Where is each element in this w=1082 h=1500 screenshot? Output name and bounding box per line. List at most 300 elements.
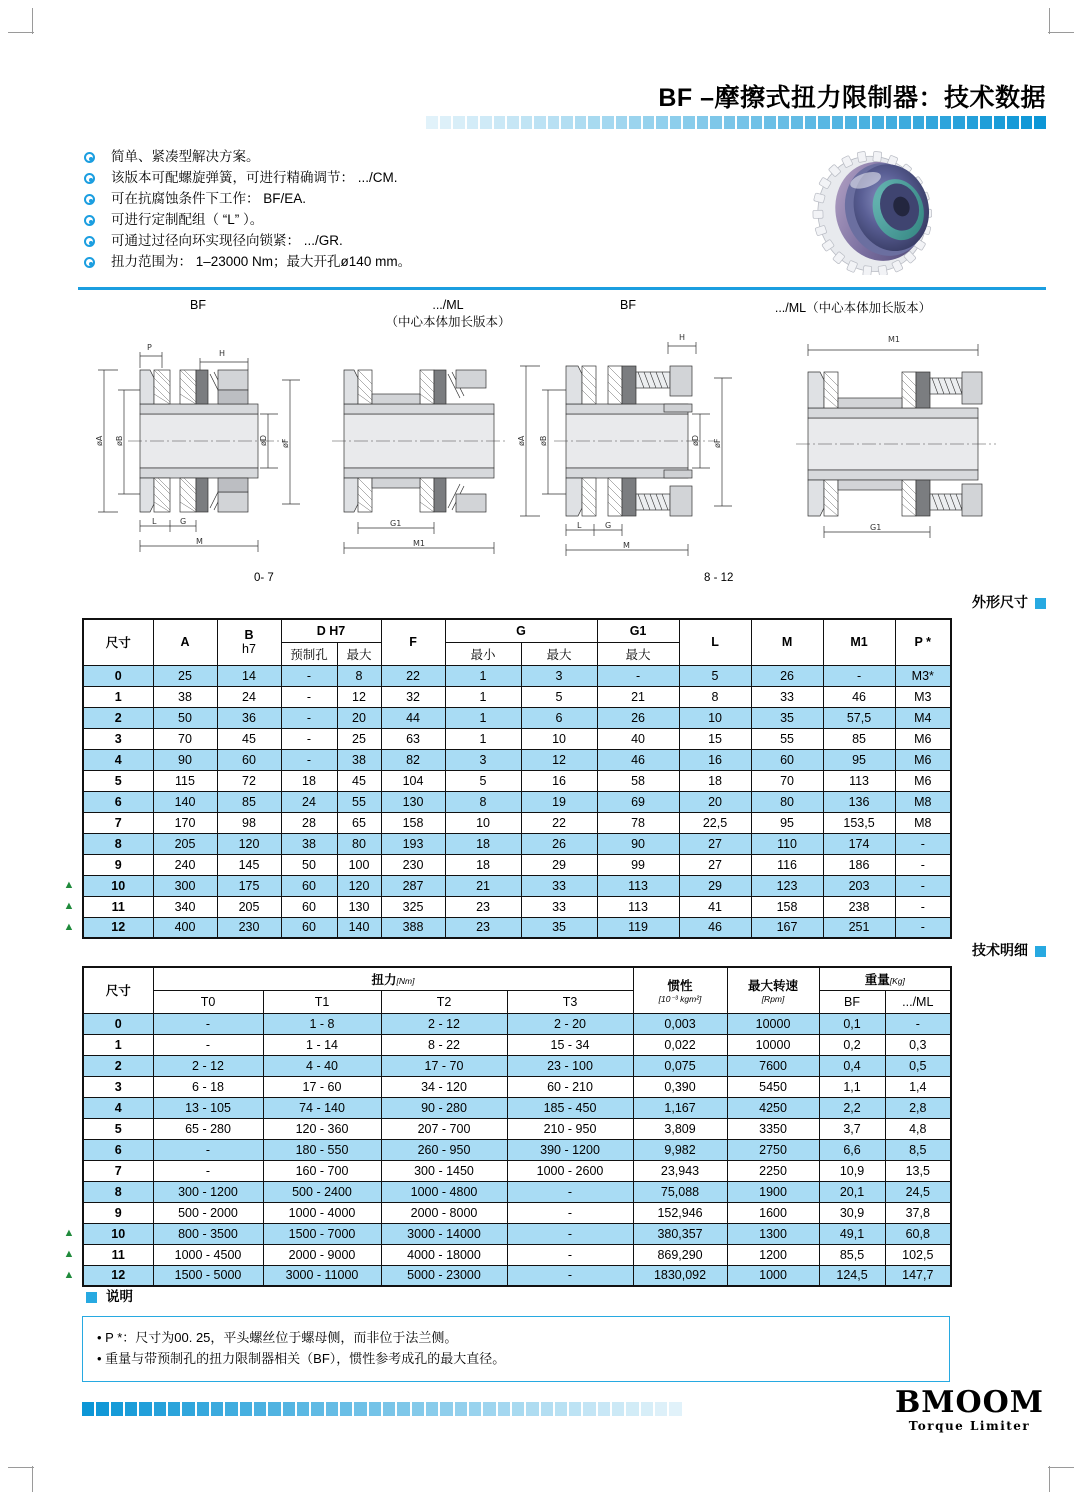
decorative-square [751,116,763,129]
table-cell: 95 [751,812,823,833]
table-cell: - [895,917,951,938]
th-weight-ml: .../ML [885,990,951,1013]
decorative-square [641,1402,653,1416]
table-cell: 1200 [727,1244,819,1265]
decorative-square [913,116,925,129]
table-cell: 30,9 [819,1202,885,1223]
table-cell: 10000 [727,1013,819,1034]
th-torque-unit: [Nm] [396,975,415,986]
table-cell: 119 [597,917,679,938]
table-cell: 113 [823,770,895,791]
section-label-dimensions [972,592,1046,612]
decorative-square [82,1402,94,1416]
decorative-square [197,1402,209,1416]
table-row [83,1118,951,1139]
table-cell: 500 - 2400 [263,1181,381,1202]
table-cell: 25 [337,728,381,749]
table-cell: 23,943 [633,1160,727,1181]
table-cell: - [281,686,337,707]
crop-mark [32,1466,33,1492]
decorative-square [616,116,628,129]
table-cell: 22 [381,665,445,686]
section-marker-square [1035,946,1046,957]
table-cell: 23 [445,917,521,938]
table-cell: 72 [217,770,281,791]
table-cell: - [823,665,895,686]
decorative-square [383,1402,395,1416]
table-cell: 1830,092 [633,1265,727,1286]
table-cell: - [885,1013,951,1034]
table-cell: 33 [751,686,823,707]
table-cell: 4000 - 18000 [381,1244,507,1265]
decorative-square [724,116,736,129]
svg-text:G1: G1 [870,523,882,532]
table-cell: 380,357 [633,1223,727,1244]
svg-text:M: M [196,537,203,546]
table-cell: 27 [679,854,751,875]
th-d-pre: 预制孔 [281,642,337,665]
table-cell: 340 [153,896,217,917]
svg-text:G1: G1 [390,519,402,528]
decorative-square [455,1402,467,1416]
decorative-square [872,116,884,129]
decorative-square [412,1402,424,1416]
table-cell: 300 - 1200 [153,1181,263,1202]
table-cell: 4,8 [885,1118,951,1139]
table-cell: 8 - 22 [381,1034,507,1055]
crop-mark [8,1467,34,1468]
table-cell: 10 [679,707,751,728]
table-cell: 0,5 [885,1055,951,1076]
table-cell: 0,1 [819,1013,885,1034]
table-row [83,1055,951,1076]
table-cell: 38 [281,833,337,854]
th-m1: M1 [823,619,895,665]
table-cell: 240 [153,854,217,875]
th-weight [819,967,951,990]
table-cell: 60 - 210 [507,1076,633,1097]
feature-bullet [84,253,411,274]
row-size-cell: 2 [83,707,153,728]
table-cell: 230 [217,917,281,938]
feature-bullet-text: 扭力范围为： 1–23000 Nm；最大开孔ø140 mm。 [111,254,412,269]
table-cell: 1900 [727,1181,819,1202]
table-cell: 2000 - 9000 [263,1244,381,1265]
table-cell: 1000 - 4500 [153,1244,263,1265]
table-cell: 70 [153,728,217,749]
table-cell: 16 [679,749,751,770]
table-row [83,665,951,686]
table-cell: 45 [337,770,381,791]
table-cell: 120 [217,833,281,854]
row-size-cell: 3 [83,1076,153,1097]
crop-mark [1048,32,1074,33]
table-cell: 1 [445,728,521,749]
table-cell: 50 [153,707,217,728]
table-cell: 40 [597,728,679,749]
crop-mark [1049,8,1050,34]
decorative-square [521,116,533,129]
table-cell: 2 - 20 [507,1013,633,1034]
table-cell: 95 [823,749,895,770]
note-item: • 重量与带预制孔的扭力限制器相关（BF），惯性参考成孔的最大直径。 [97,1351,506,1366]
table-cell: 6 [521,707,597,728]
decorative-square [534,116,546,129]
table-cell: 8 [337,665,381,686]
table-cell: 0,390 [633,1076,727,1097]
table-row [83,896,951,917]
decorative-square [283,1402,295,1416]
technical-table [82,966,952,1287]
table-cell: 152,946 [633,1202,727,1223]
table-cell: M8 [895,791,951,812]
feature-bullet-text: 可通过过径向环实现径向锁紧： .../GR. [111,233,343,248]
table-cell: 80 [337,833,381,854]
table-cell: 24 [217,686,281,707]
table-cell: M8 [895,812,951,833]
table-cell: 2 - 12 [153,1055,263,1076]
table-cell: 8 [679,686,751,707]
table-cell: 90 - 280 [381,1097,507,1118]
table-cell: 115 [153,770,217,791]
th-torque [153,967,633,990]
th-speed [727,967,819,1013]
section-label-technical-text: 技术明细 [972,942,1028,958]
table-cell: 82 [381,749,445,770]
decorative-square [182,1402,194,1416]
table-cell: 33 [521,875,597,896]
feature-bullet [84,190,411,211]
svg-text:M1: M1 [888,335,900,344]
table-cell: 21 [597,686,679,707]
row-size-cell: 4 [83,749,153,770]
row-highlight-marker-icon: ▲ [63,1226,75,1239]
row-size-cell: 10 [83,1223,153,1244]
table-cell: 27 [679,833,751,854]
decorative-square [899,116,911,129]
table-cell: 24 [281,791,337,812]
decorative-square [1034,116,1046,129]
table-cell: 3 [521,665,597,686]
table-cell: 300 [153,875,217,896]
table-row [83,812,951,833]
decorative-square [569,1402,581,1416]
table-cell: 287 [381,875,445,896]
table-cell: 1600 [727,1202,819,1223]
svg-text:M: M [623,541,630,550]
table-cell: 20 [337,707,381,728]
table-cell: 5 [445,770,521,791]
table-cell: 2,2 [819,1097,885,1118]
decorative-square [467,116,479,129]
table-cell: 3350 [727,1118,819,1139]
table-cell: 0,4 [819,1055,885,1076]
table-cell: 57,5 [823,707,895,728]
drawing-label-ml-left-line1: .../ML [432,298,464,312]
table-cell: 6 - 18 [153,1076,263,1097]
notes-heading [86,1285,133,1305]
decorative-square [886,116,898,129]
table-cell: 41 [679,896,751,917]
table-cell: M6 [895,728,951,749]
table-cell: 46 [679,917,751,938]
table-cell: 36 [217,707,281,728]
table-cell: 8,5 [885,1139,951,1160]
svg-text:H: H [679,333,686,342]
table-cell: 325 [381,896,445,917]
table-row [83,1139,951,1160]
feature-bullet [84,169,411,190]
decorative-square [656,116,668,129]
table-cell: 29 [521,854,597,875]
decorative-square [818,116,830,129]
decorative-square [507,116,519,129]
decorative-square [268,1402,280,1416]
dimensions-table [82,618,952,939]
table-cell: 1,1 [819,1076,885,1097]
decorative-square [626,1402,638,1416]
table-cell: 35 [751,707,823,728]
decorative-square [369,1402,381,1416]
table-cell: - [597,665,679,686]
table-cell: 1,4 [885,1076,951,1097]
decorative-square [832,116,844,129]
feature-bullet-text: 可进行定制配组（ “L” ）。 [111,212,264,227]
table-row [83,707,951,728]
table-cell: 120 [337,875,381,896]
table-cell: 120 - 360 [263,1118,381,1139]
table-cell: 500 - 2000 [153,1202,263,1223]
table-cell: 186 [823,854,895,875]
table-cell: 0,2 [819,1034,885,1055]
decorative-square [426,1402,438,1416]
table-cell: 10 [445,812,521,833]
table-cell: 207 - 700 [381,1118,507,1139]
svg-text:L: L [152,517,157,526]
table-cell: 60 [751,749,823,770]
drawing-label-ml-right: .../ML（中心本体加长版本） [774,301,932,315]
decorative-square [697,116,709,129]
svg-text:øD: øD [259,434,268,446]
table-row [83,749,951,770]
decorative-square [575,116,587,129]
table-cell: 6,6 [819,1139,885,1160]
th-d-max: 最大 [337,642,381,665]
table-cell: 116 [751,854,823,875]
svg-text:G: G [180,517,187,526]
table-cell: 70 [751,770,823,791]
table-cell: 388 [381,917,445,938]
table-cell: 13,5 [885,1160,951,1181]
table-cell: 20 [679,791,751,812]
drawing-label-bf-left: BF [190,298,206,312]
feature-bullet-text: 该版本可配螺旋弹簧，可进行精确调节： .../CM. [111,170,398,185]
table-row [83,1223,951,1244]
decorative-square [440,116,452,129]
th-l: L [679,619,751,665]
decorative-square [168,1402,180,1416]
table-cell: 15 [679,728,751,749]
decorative-square [859,116,871,129]
table-row [83,1034,951,1055]
table-cell: 60,8 [885,1223,951,1244]
table-cell: 3,809 [633,1118,727,1139]
bullet-dot-icon [84,257,95,268]
decorative-square [340,1402,352,1416]
table-row [83,1265,951,1286]
decorative-square [512,1402,524,1416]
table-row [83,791,951,812]
decorative-square [669,1402,681,1416]
table-cell: 140 [153,791,217,812]
decorative-square [125,1402,137,1416]
table-row [83,1160,951,1181]
table-cell: 400 [153,917,217,938]
table-cell: 113 [597,896,679,917]
table-cell: - [507,1181,633,1202]
svg-text:øF: øF [281,438,290,448]
table-cell: 65 [337,812,381,833]
table-cell: - [281,728,337,749]
th-g: G [445,619,597,642]
table-row [83,1202,951,1223]
bullet-dot-icon [84,152,95,163]
decorative-square [240,1402,252,1416]
decorative-square [602,116,614,129]
table-cell: 1 [445,665,521,686]
table-cell: 9,982 [633,1139,727,1160]
table-cell: 175 [217,875,281,896]
table-cell: 35 [521,917,597,938]
row-size-cell: 9 [83,1202,153,1223]
table-cell: 21 [445,875,521,896]
table-cell: 10000 [727,1034,819,1055]
row-size-cell: 7 [83,1160,153,1181]
th-m: M [751,619,823,665]
table-cell: 69 [597,791,679,812]
table-cell: 210 - 950 [507,1118,633,1139]
decorative-square [994,116,1006,129]
table-cell: 15 - 34 [507,1034,633,1055]
row-size-cell: 0 [83,665,153,686]
decorative-square [643,116,655,129]
table-cell: 63 [381,728,445,749]
th-p: P * [895,619,951,665]
table-cell: - [507,1202,633,1223]
table-cell: 60 [281,896,337,917]
table-cell: 75,088 [633,1181,727,1202]
table-cell: 2750 [727,1139,819,1160]
table-row [83,1076,951,1097]
table-cell: 12 [521,749,597,770]
row-size-cell: 12 [83,917,153,938]
table-cell: 1 [445,707,521,728]
decorative-square [598,1402,610,1416]
row-size-cell: 2 [83,1055,153,1076]
th-torque-text: 扭力 [371,972,397,987]
table-cell: 102,5 [885,1244,951,1265]
table-cell: 0,075 [633,1055,727,1076]
decorative-square [326,1402,338,1416]
table-cell: 3,7 [819,1118,885,1139]
table-cell: 60 [281,917,337,938]
drawing-bf-large [508,318,758,568]
svg-text:L: L [577,521,582,530]
table-row [83,770,951,791]
row-size-cell: 11 [83,1244,153,1265]
table-cell: 37,8 [885,1202,951,1223]
table-cell: 0,003 [633,1013,727,1034]
table-cell: 185 - 450 [507,1097,633,1118]
decorative-square [940,116,952,129]
crop-mark [32,8,33,34]
th-weight-unit: [Kg] [889,975,905,986]
crop-mark [1049,1466,1050,1492]
decorative-square [612,1402,624,1416]
decorative-square [737,116,749,129]
table-cell: 5 [521,686,597,707]
decorative-square [541,1402,553,1416]
table-cell: 2 - 12 [381,1013,507,1034]
table-cell: 205 [217,896,281,917]
th-inertia-text: 惯性 [667,978,693,993]
drawing-caption-left: 0- 7 [254,572,274,584]
th-a: A [153,619,217,665]
table-cell: - [507,1244,633,1265]
svg-text:H: H [219,349,226,358]
decorative-square [225,1402,237,1416]
crop-mark [8,32,34,33]
row-highlight-marker-icon: ▲ [63,920,75,933]
decorative-square [778,116,790,129]
decorative-square [397,1402,409,1416]
decorative-square [555,1402,567,1416]
table-row [83,854,951,875]
table-cell: 1000 - 2600 [507,1160,633,1181]
table-cell: 85,5 [819,1244,885,1265]
th-g-min: 最小 [445,642,521,665]
row-size-cell: 0 [83,1013,153,1034]
decorative-square [111,1402,123,1416]
bullet-dot-icon [84,194,95,205]
decorative-square [483,1402,495,1416]
row-size-cell: 9 [83,854,153,875]
decorative-square [548,116,560,129]
decorative-square [655,1402,667,1416]
table-cell: 800 - 3500 [153,1223,263,1244]
svg-text:øD: øD [691,434,700,446]
section-label-technical [972,940,1046,960]
th-t3: T3 [507,990,633,1013]
th-b [217,619,281,665]
decorative-square [526,1402,538,1416]
decorative-square [139,1402,151,1416]
decorative-square [211,1402,223,1416]
decorative-square [498,1402,510,1416]
drawing-label-bf-right: BF [620,298,636,312]
row-size-cell: 7 [83,812,153,833]
decorative-square [154,1402,166,1416]
table-cell: 12 [337,686,381,707]
table-cell: 13 - 105 [153,1097,263,1118]
table-cell: 26 [597,707,679,728]
table-cell: 160 - 700 [263,1160,381,1181]
table-cell: 170 [153,812,217,833]
feature-bullet [84,232,411,253]
table-cell: 50 [281,854,337,875]
table-cell: 90 [597,833,679,854]
decorative-square [254,1402,266,1416]
